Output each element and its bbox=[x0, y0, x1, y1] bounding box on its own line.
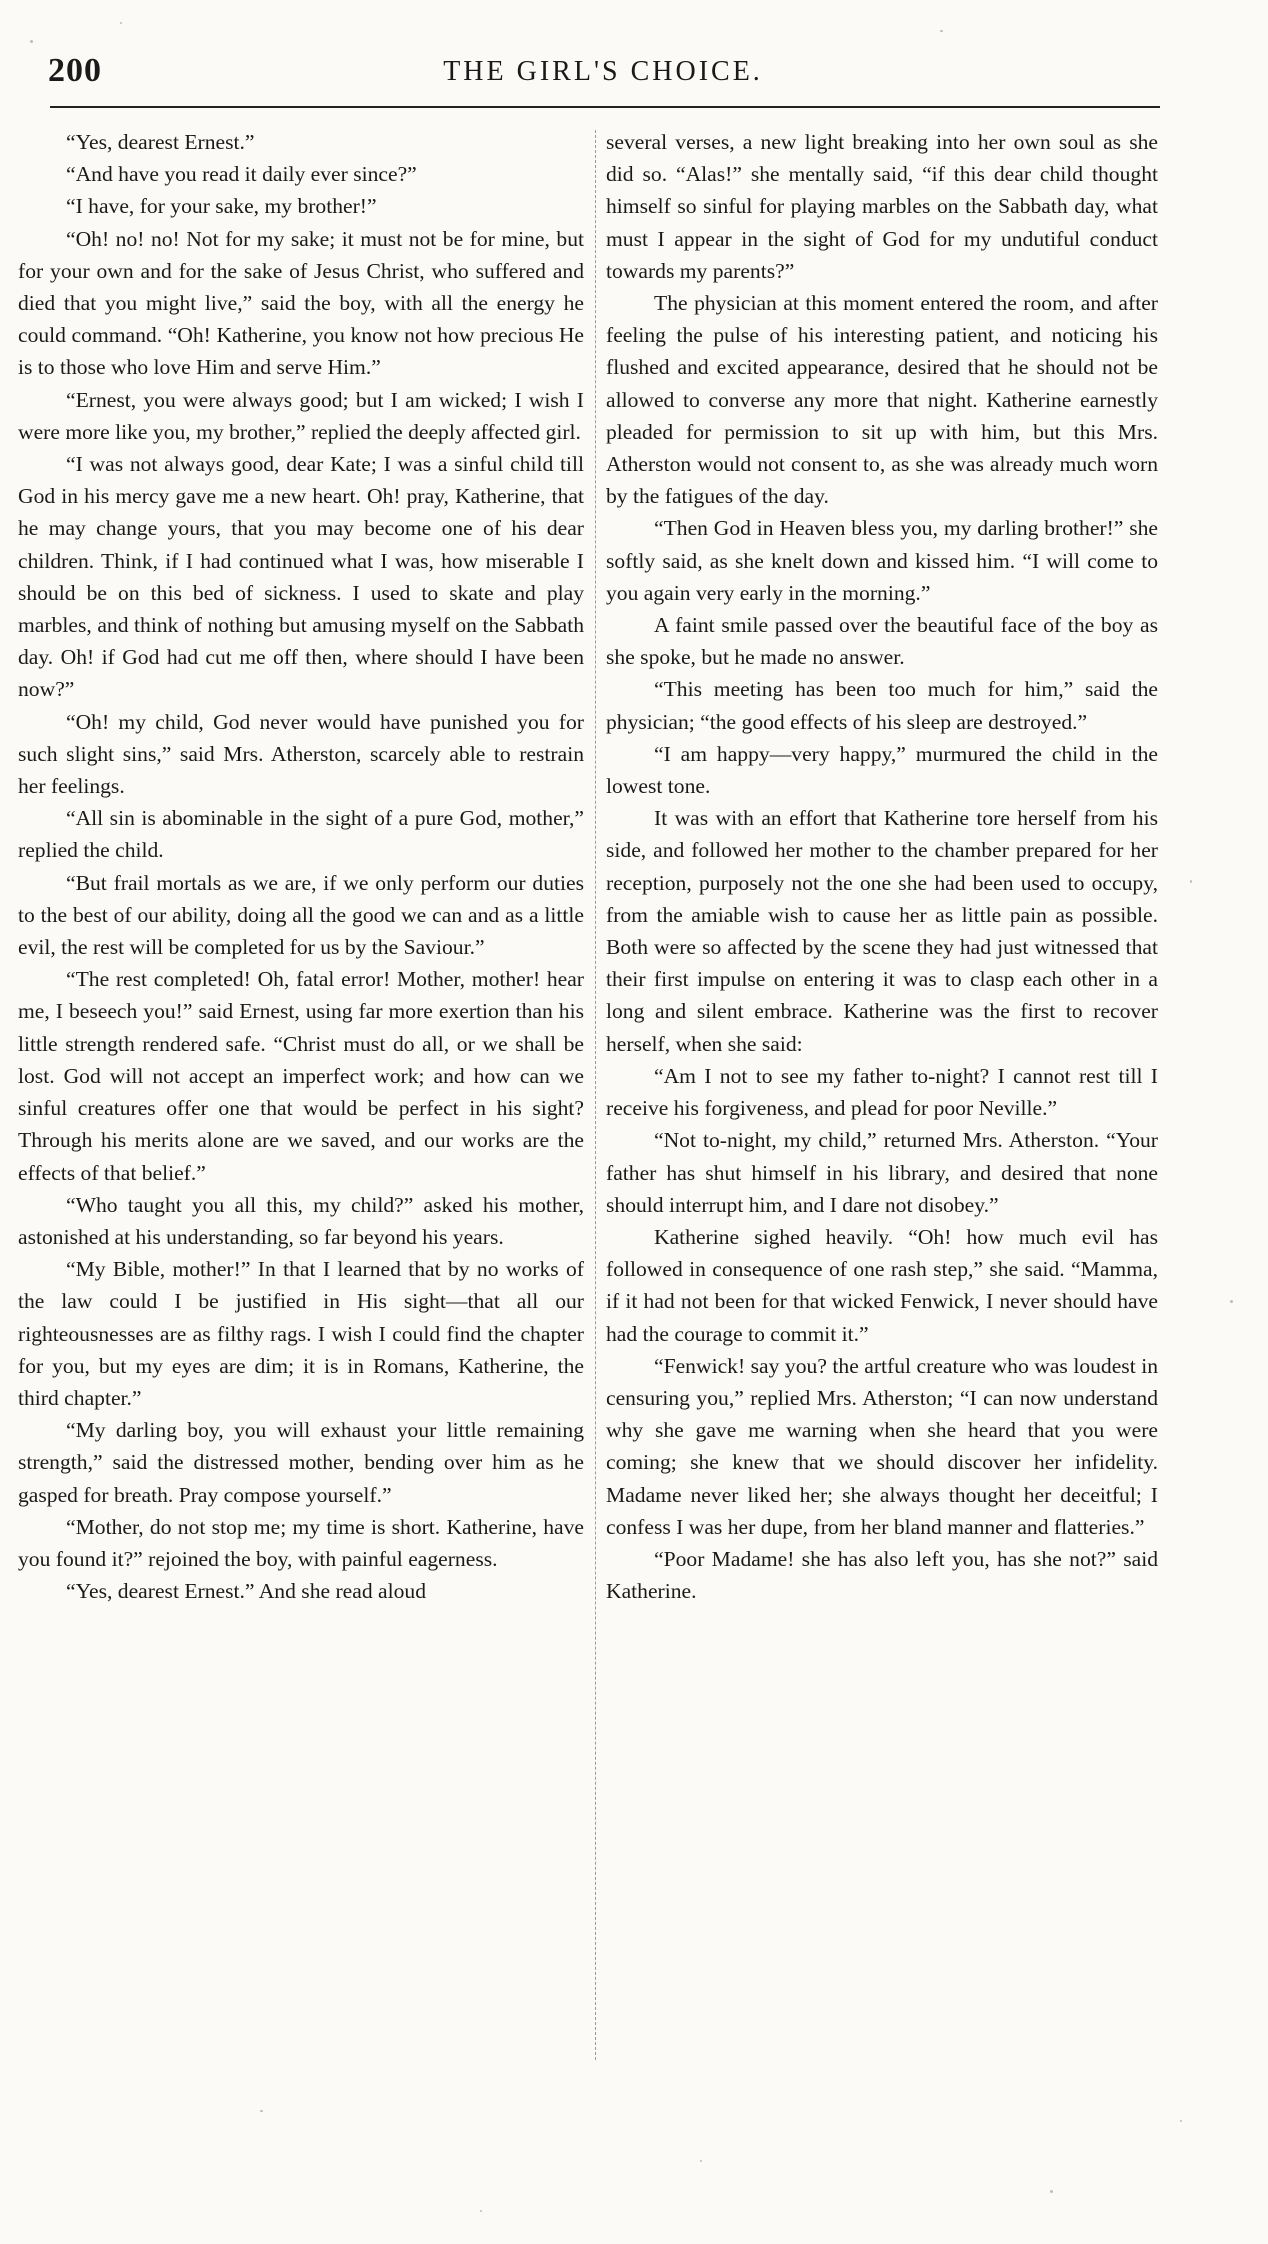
scan-speck bbox=[480, 2210, 482, 2212]
paragraph: “I am happy—very happy,” murmured the child in the lowest tone. bbox=[606, 741, 1158, 799]
scan-speck bbox=[940, 30, 943, 32]
paragraph: “Mother, do not stop me; my time is short. Katherine, have you found it?” rejoined the boy, with painful eagerness. bbox=[18, 1514, 584, 1571]
running-title: THE GIRL'S CHOICE. bbox=[443, 56, 763, 87]
paragraph: “Not to-night, my child,” returned Mrs. Atherston. “Your father has shut himself in his library, and desired that none should interrupt him, and I dare not disobey.” bbox=[606, 1128, 1158, 1217]
paragraph: “My Bible, mother!” In that I learned that by no works of the law could I be justified in His sight—that all our righteousnesses are as filthy rags. I wish I could find the chapter for you, but my eyes are dim; it is in Romans, Katherine, the third chapter.” bbox=[18, 1257, 584, 1410]
paragraph: A faint smile passed over the beautiful face of the boy as she spoke, but he made no answer. bbox=[606, 613, 1158, 670]
page-number: 200 bbox=[48, 52, 102, 89]
paragraph: “All sin is abominable in the sight of a pure God, mother,” replied the child. bbox=[18, 806, 584, 863]
paragraph: “Am I not to see my father to-night? I cannot rest till I receive his forgiveness, and plead for poor Neville.” bbox=[606, 1063, 1158, 1121]
paragraph: “This meeting has been too much for him,” said the physician; “the good effects of his sleep are destroyed.” bbox=[606, 677, 1158, 734]
paragraph: “But frail mortals as we are, if we only perform our duties to the best of our ability, doing all the good we can and as a little evil, the rest will be completed for us by the Saviour.” bbox=[18, 870, 584, 960]
paragraph: “Yes, dearest Ernest.” bbox=[66, 130, 255, 154]
paragraph: “Poor Madame! she has also left you, has she not?” said Katherine. bbox=[606, 1546, 1158, 1604]
scan-speck bbox=[1190, 880, 1192, 883]
paragraph: “Then God in Heaven bless you, my darling brother!” she softly said, as she knelt down and kissed him. “I will come to you again very early in the morning.” bbox=[606, 516, 1158, 605]
scan-speck bbox=[120, 22, 122, 24]
paragraph: “The rest completed! Oh, fatal error! Mother, mother! hear me, I beseech you!” said Ernest, using far more exertion than his little strength rendered safe. “Christ must do all, or we shall be lost. God will not accept an imperfect work; and how can we sinful creatures offer one that would be perfect in his sight? Through his merits alone are we saved, and our works are the effects of that belief.” bbox=[18, 967, 584, 1185]
paragraph: Katherine sighed heavily. “Oh! how much evil has followed in consequence of one rash step,” she said. “Mamma, if it had not been for that wicked Fenwick, I never should have had the courage to commit it.” bbox=[606, 1224, 1158, 1346]
paragraph-continued: several verses, a new light breaking into her own soul as she did so. “Alas!” she mentally said, “if this dear child thought himself so sinful for playing marbles on the Sabbath day, what must I appear in the sight of God for my undutiful conduct towards my parents?” bbox=[606, 130, 1158, 283]
paragraph: “And have you read it daily ever since?” bbox=[66, 162, 417, 187]
column-divider bbox=[595, 130, 596, 2060]
paragraph: “Ernest, you were always good; but I am wicked; I wish I were more like you, my brother,” replied the deeply affected girl. bbox=[18, 387, 584, 444]
paragraph: “Oh! my child, God never would have punished you for such slight sins,” said Mrs. Atherston, scarcely able to restrain her feelings. bbox=[18, 709, 584, 799]
page-header bbox=[48, 52, 1158, 102]
scan-speck bbox=[1050, 2190, 1053, 2193]
paragraph: “Yes, dearest Ernest.” And she read aloud bbox=[66, 1579, 426, 1604]
paragraph: It was with an effort that Katherine tore herself from his side, and followed her mother to the chamber prepared for her reception, purposely not the one she had been used to occupy, from the amiable wish to cause her as little pain as possible. Both were so affected by the scene they had just witnessed that their first impulse on entering it was to clasp each other in a long and silent embrace. Katherine was the first to recover herself, when she said: bbox=[606, 806, 1158, 1056]
paragraph: “I was not always good, dear Kate; I was a sinful child till God in his mercy gave me a new heart. Oh! pray, Katherine, that he may change yours, that you may become one of his dear children. Think, if I had continued what I was, how miserable I should be on this bed of sickness. I used to skate and play marbles, and think of nothing but amusing myself on the Sabbath day. Oh! if God had cut me off then, where should I have been now?” bbox=[18, 452, 584, 702]
paragraph: “Who taught you all this, my child?” asked his mother, astonished at his understanding, so far beyond his years. bbox=[18, 1192, 584, 1249]
scan-speck bbox=[260, 2110, 263, 2112]
right-column bbox=[606, 126, 1158, 1607]
paragraph: “Oh! no! no! Not for my sake; it must not be for mine, but for your own and for the sake of Jesus Christ, who suffered and died that you might live,” said the boy, with all the energy he could command. “Oh! Katherine, you know not how precious He is to those who love Him and serve Him.” bbox=[18, 226, 584, 380]
scan-speck bbox=[700, 2160, 702, 2162]
scan-speck bbox=[1230, 1300, 1233, 1303]
paragraph: “I have, for your sake, my brother!” bbox=[66, 194, 377, 219]
paragraph: “Fenwick! say you? the artful creature who was loudest in censuring you,” replied Mrs. Atherston; “I can now understand why she gave me warning when she heard that you were coming; she knew that we should discover her infidelity. Madame never liked her; she always thought her deceitful; I confess I was her dupe, from her bland manner and flatteries.” bbox=[606, 1353, 1158, 1539]
scan-speck bbox=[1180, 2120, 1182, 2122]
scan-speck bbox=[30, 40, 33, 43]
header-rule bbox=[50, 106, 1160, 108]
paragraph: “My darling boy, you will exhaust your little remaining strength,” said the distressed mother, bending over him as he gasped for breath. Pray compose yourself.” bbox=[18, 1418, 584, 1507]
left-column bbox=[18, 126, 584, 1607]
paragraph: The physician at this moment entered the room, and after feeling the pulse of his interesting patient, and noticing his flushed and excited appearance, desired that he should not be allowed to converse any more that night. Katherine earnestly pleaded for permission to sit up with him, but this Mrs. Atherston would not consent to, as she was already much worn by the fatigues of the day. bbox=[606, 291, 1158, 509]
